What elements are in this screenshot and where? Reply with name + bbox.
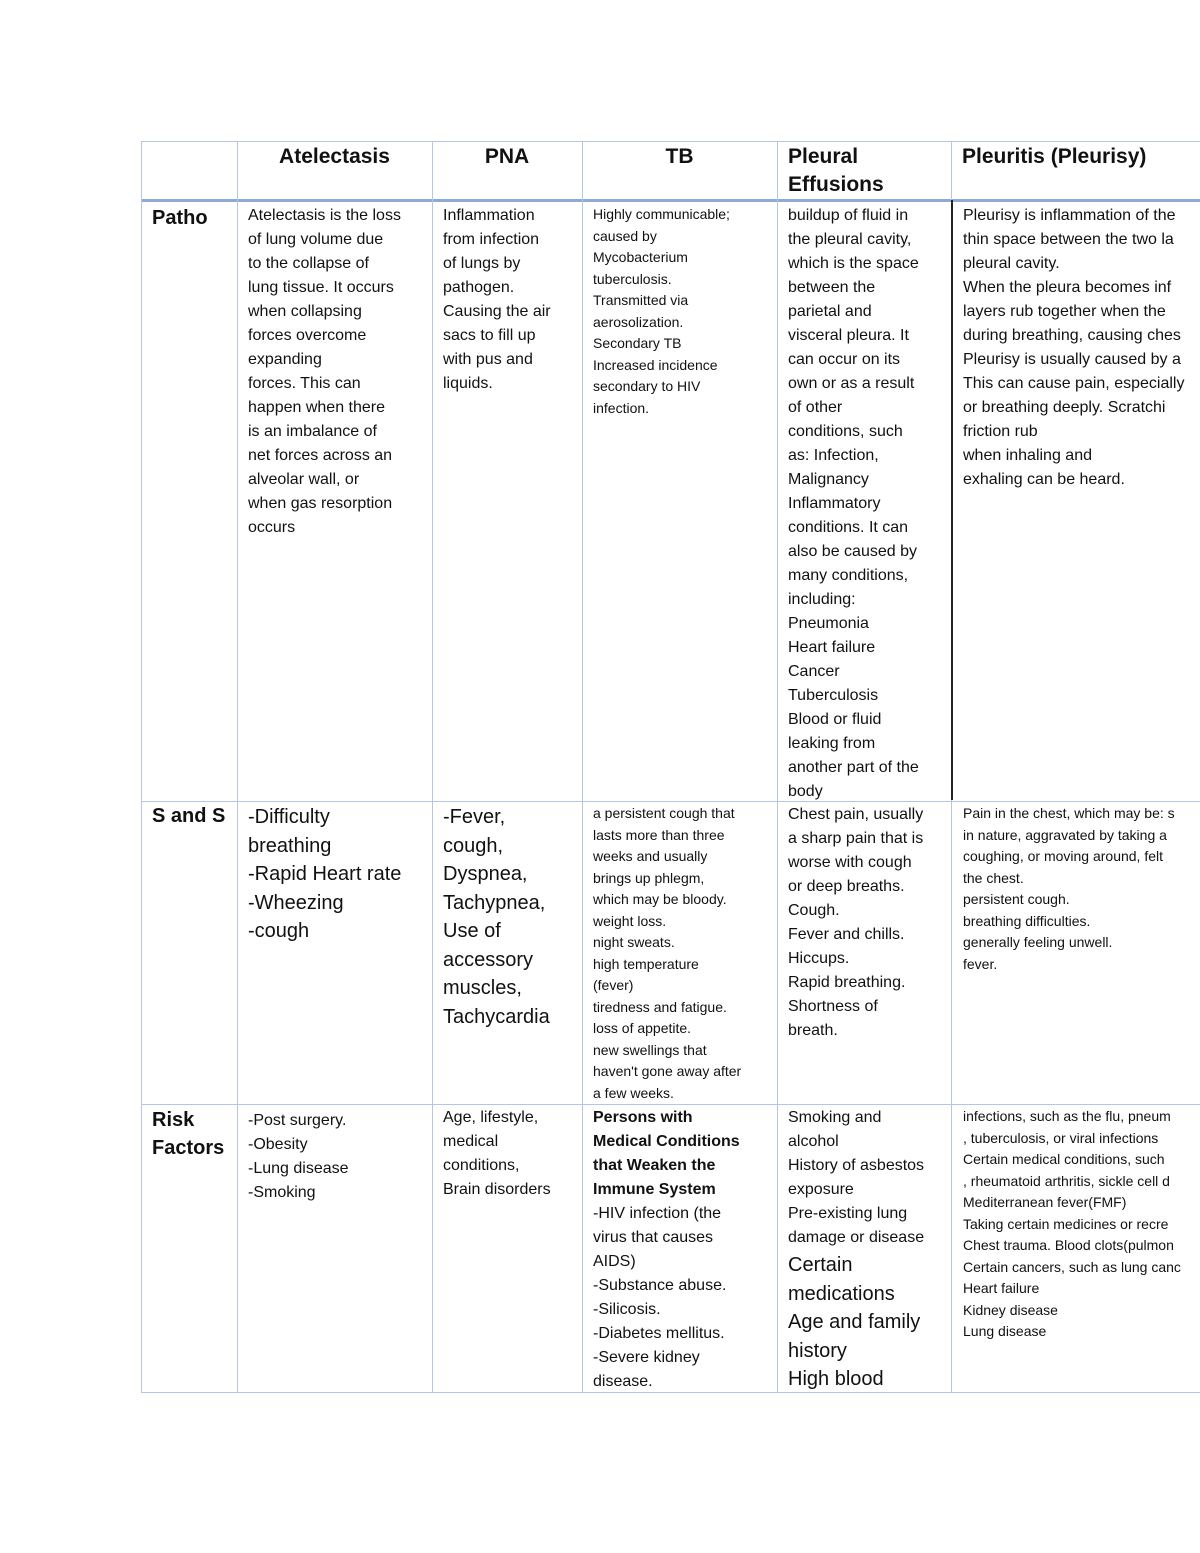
row-label-line: Risk <box>152 1109 195 1131</box>
row-label-line: Factors <box>152 1137 225 1159</box>
cell-line: persistent cough. <box>963 891 1070 907</box>
cell-line: -Silicosis. <box>593 1301 661 1318</box>
cell-risk-effusions <box>788 1106 949 1392</box>
cell-line: net forces across an <box>248 447 393 464</box>
cell-sands-tb <box>593 803 775 1104</box>
cell-line: Age and family <box>788 1311 921 1333</box>
cell-line: Causing the air <box>443 303 551 320</box>
cell-line: History of asbestos <box>788 1157 925 1174</box>
cell-line: liquids. <box>443 375 493 392</box>
cell-line: also be caused by <box>788 543 917 560</box>
cell-line: visceral pleura. It <box>788 327 909 344</box>
cell-line: lung tissue. It occurs <box>248 279 394 296</box>
cell-line: is an imbalance of <box>248 423 377 440</box>
cell-line: -Rapid Heart rate <box>248 863 402 885</box>
cell-line: Certain medical conditions, such <box>963 1151 1165 1167</box>
cell-line: -cough <box>248 920 310 942</box>
cell-line: -Fever, <box>443 806 506 828</box>
cell-line: Medical Conditions <box>593 1133 740 1150</box>
cell-line: -Substance abuse. <box>593 1277 727 1294</box>
column-divider-5-dark <box>951 200 953 800</box>
column-divider-2 <box>432 141 433 1393</box>
cell-patho-tb <box>593 204 775 419</box>
cell-line: AIDS) <box>593 1253 636 1270</box>
header-atelectasis: Atelectasis <box>279 145 390 168</box>
cell-line: damage or disease <box>788 1229 925 1246</box>
column-divider-4 <box>777 141 778 1393</box>
row-separator-1 <box>141 801 1200 802</box>
cell-patho-pna <box>443 204 580 396</box>
cell-line: or breathing deeply. Scratchi <box>963 399 1166 416</box>
cell-line: , rheumatoid arthritis, sickle cell d <box>963 1172 1170 1189</box>
cell-line: exposure <box>788 1181 854 1198</box>
row-label-s-and-s <box>152 802 225 830</box>
row-label-risk-factors <box>152 1106 224 1162</box>
header-pleuritis: Pleuritis (Pleurisy) <box>962 145 1147 168</box>
cell-line: -Severe kidney <box>593 1349 700 1366</box>
cell-line: thin space between the two la <box>963 231 1174 248</box>
cell-line: between the <box>788 279 876 296</box>
cell-line: Inflammation <box>443 207 535 224</box>
cell-line: Inflammatory <box>788 495 881 512</box>
cell-line: cough, <box>443 834 504 857</box>
cell-line: Rapid breathing. <box>788 974 906 991</box>
cell-line: which may be bloody. <box>593 891 727 907</box>
cell-line: Mycobacterium <box>593 249 688 265</box>
cell-line: sacs to fill up <box>443 327 536 344</box>
cell-line: Mediterranean fever(FMF) <box>963 1194 1127 1210</box>
risk-effusions-list <box>788 1106 949 1250</box>
header-pleural-effusions <box>788 143 884 199</box>
cell-line: that Weaken the <box>593 1157 716 1174</box>
cell-line: Highly communicable; <box>593 206 730 222</box>
cell-line: -Smoking <box>248 1184 316 1201</box>
cell-line: in nature, aggravated by taking a <box>963 826 1167 843</box>
row-label-line: S and S <box>152 805 226 827</box>
cell-line: occurs <box>248 519 296 536</box>
cell-line: friction rub <box>963 423 1038 440</box>
cell-line: Pneumonia <box>788 615 869 632</box>
cell-line: Dyspnea, <box>443 863 528 885</box>
cell-line: which is the space <box>788 255 919 272</box>
cell-line: many conditions, <box>788 567 909 584</box>
cell-line: secondary to HIV <box>593 378 701 394</box>
cell-risk-pleurisy <box>963 1106 1200 1343</box>
cell-line: medical <box>443 1133 499 1150</box>
cell-line: high temperature <box>593 955 699 972</box>
cell-line: another part of the <box>788 759 919 776</box>
cell-line: worse with cough <box>788 854 912 871</box>
cell-line: when gas resorption <box>248 495 393 512</box>
cell-line: exhaling can be heard. <box>963 471 1125 488</box>
cell-line: pleural cavity. <box>963 255 1060 272</box>
cell-line: when inhaling and <box>963 447 1092 464</box>
column-divider-1 <box>237 141 238 1393</box>
cell-line: alcohol <box>788 1133 839 1150</box>
header-separator <box>141 199 1200 202</box>
cell-line: breathing difficulties. <box>963 912 1091 929</box>
cell-line: a sharp pain that is <box>788 830 924 847</box>
cell-line: accessory <box>443 948 534 971</box>
cell-line: Cough. <box>788 902 840 919</box>
cell-line: Kidney disease <box>963 1301 1058 1318</box>
risk-tb-heading <box>593 1106 775 1202</box>
cell-line: This can cause pain, especially <box>963 375 1185 392</box>
cell-line: leaking from <box>788 735 876 752</box>
cell-line: Persons with <box>593 1109 693 1126</box>
cell-line: layers rub together when the <box>963 303 1166 320</box>
cell-line: fever. <box>963 955 998 972</box>
cell-line: parietal and <box>788 303 872 320</box>
cell-sands-atelectasis <box>248 803 430 946</box>
row-separator-2 <box>141 1104 1200 1105</box>
cell-line: Pre-existing lung <box>788 1205 908 1222</box>
cell-line: Pain in the chest, which may be: s <box>963 805 1175 821</box>
cell-line: Shortness of <box>788 998 878 1015</box>
cell-line: Brain disorders <box>443 1181 551 1198</box>
cell-line: weeks and usually <box>593 848 708 864</box>
cell-line: haven't gone away after <box>593 1063 742 1079</box>
cell-line: night sweats. <box>593 934 675 950</box>
cell-line: Certain <box>788 1254 853 1276</box>
cell-line: disease. <box>593 1373 653 1390</box>
cell-line: of other <box>788 399 843 416</box>
cell-line: Transmitted via <box>593 292 689 308</box>
cell-line: tiredness and fatigue. <box>593 998 727 1015</box>
row-label-line: Patho <box>152 207 208 229</box>
cell-line: infection. <box>593 399 650 416</box>
header-line: Pleural <box>788 145 859 168</box>
cell-line: lasts more than three <box>593 826 725 843</box>
cell-line: loss of appetite. <box>593 1020 692 1036</box>
cell-line: body <box>788 783 823 800</box>
cell-line: as: Infection, <box>788 447 879 464</box>
cell-line: Cancer <box>788 663 840 680</box>
cell-line: Increased incidence <box>593 356 718 373</box>
cell-line: -HIV infection (the <box>593 1205 722 1222</box>
cell-line: Smoking and <box>788 1109 882 1126</box>
cell-line: Chest pain, usually <box>788 806 924 823</box>
cell-risk-atelectasis <box>248 1109 430 1205</box>
cell-line: of lung volume due <box>248 231 384 248</box>
cell-line: Pleurisy is inflammation of the <box>963 207 1176 224</box>
cell-line: Secondary TB <box>593 335 682 351</box>
cell-line: forces overcome <box>248 327 367 344</box>
cell-line: expanding <box>248 351 322 368</box>
row-label-patho <box>152 204 208 232</box>
cell-line: conditions, <box>443 1157 520 1174</box>
cell-line: Lung disease <box>963 1323 1047 1339</box>
cell-line: infections, such as the flu, pneum <box>963 1108 1171 1124</box>
cell-line: (fever) <box>593 977 634 993</box>
cell-risk-pna <box>443 1106 580 1202</box>
cell-line: Fever and chills. <box>788 926 905 943</box>
cell-line: Pleurisy is usually caused by a <box>963 351 1181 368</box>
cell-line: aerosolization. <box>593 313 684 330</box>
cell-risk-tb <box>593 1106 775 1394</box>
cell-sands-pleurisy <box>963 803 1200 975</box>
cell-line: brings up phlegm, <box>593 869 705 886</box>
cell-line: when collapsing <box>248 303 362 320</box>
cell-line: weight loss. <box>593 912 667 929</box>
cell-line: Tachycardia <box>443 1005 550 1028</box>
cell-line: breathing <box>248 834 332 857</box>
cell-line: Atelectasis is the loss <box>248 207 401 224</box>
header-line: Effusions <box>788 173 884 196</box>
cell-line: -Lung disease <box>248 1160 349 1177</box>
cell-line: from infection <box>443 231 540 248</box>
cell-line: Immune System <box>593 1181 716 1198</box>
cell-line: the chest. <box>963 869 1024 886</box>
cell-line: buildup of fluid in <box>788 207 909 224</box>
risk-effusions-list-large <box>788 1251 949 1392</box>
cell-line: new swellings that <box>593 1041 707 1058</box>
cell-line: happen when there <box>248 399 385 416</box>
cell-line: -Wheezing <box>248 891 344 914</box>
cell-line: Taking certain medicines or recre <box>963 1215 1169 1232</box>
header-pna: PNA <box>484 145 530 168</box>
cell-line: , tuberculosis, or viral infections <box>963 1129 1159 1146</box>
cell-patho-atelectasis <box>248 204 430 540</box>
cell-line: -Post surgery. <box>248 1112 347 1129</box>
cell-line: or deep breaths. <box>788 878 905 895</box>
cell-line: Blood or fluid <box>788 711 882 728</box>
cell-line: forces. This can <box>248 375 361 392</box>
cell-line: history <box>788 1339 847 1362</box>
cell-line: own or as a result <box>788 375 915 392</box>
cell-line: -Obesity <box>248 1136 308 1153</box>
cell-line: medications <box>788 1282 895 1305</box>
cell-line: Certain cancers, such as lung canc <box>963 1258 1181 1275</box>
cell-line: can occur on its <box>788 351 901 368</box>
cell-patho-effusions <box>788 204 949 804</box>
cell-line: coughing, or moving around, felt <box>963 848 1164 864</box>
cell-line: Age, lifestyle, <box>443 1109 539 1126</box>
cell-line: muscles, <box>443 977 522 999</box>
cell-sands-effusions <box>788 803 949 1043</box>
column-divider-3 <box>582 141 583 1393</box>
cell-line: generally feeling unwell. <box>963 934 1113 950</box>
cell-line: a persistent cough that <box>593 805 735 821</box>
cell-line: High blood <box>788 1368 884 1390</box>
cell-line: Heart failure <box>788 639 876 656</box>
risk-tb-list <box>593 1202 775 1394</box>
cell-line: during breathing, causing ches <box>963 327 1181 344</box>
cell-line: conditions, such <box>788 423 903 440</box>
cell-line: -Difficulty <box>248 806 330 828</box>
cell-line: Hiccups. <box>788 950 850 967</box>
cell-line: Chest trauma. Blood clots(pulmon <box>963 1237 1174 1253</box>
cell-line: Tachypnea, <box>443 891 546 914</box>
cell-patho-pleurisy <box>963 204 1200 492</box>
cell-line: When the pleura becomes inf <box>963 279 1172 296</box>
cell-line: virus that causes <box>593 1229 714 1246</box>
cell-line: including: <box>788 591 856 608</box>
cell-line: Tuberculosis <box>788 687 879 704</box>
header-tb: TB <box>665 145 694 168</box>
table-left-border <box>141 141 142 1393</box>
cell-line: conditions. It can <box>788 519 909 536</box>
cell-line: Use of <box>443 920 501 942</box>
cell-line: Heart failure <box>963 1280 1040 1296</box>
cell-line: -Diabetes mellitus. <box>593 1325 725 1342</box>
cell-line: with pus and <box>443 351 533 368</box>
cell-line: tuberculosis. <box>593 270 672 287</box>
cell-sands-pna <box>443 803 580 1031</box>
cell-line: alveolar wall, or <box>248 471 360 488</box>
cell-line: the pleural cavity, <box>788 231 912 248</box>
cell-line: breath. <box>788 1022 838 1039</box>
cell-line: pathogen. <box>443 279 515 296</box>
cell-line: caused by <box>593 227 657 244</box>
table-top-border <box>141 141 1200 142</box>
cell-line: to the collapse of <box>248 255 369 272</box>
cell-line: a few weeks. <box>593 1084 674 1101</box>
cell-line: Malignancy <box>788 471 869 488</box>
cell-line: of lungs by <box>443 255 521 272</box>
